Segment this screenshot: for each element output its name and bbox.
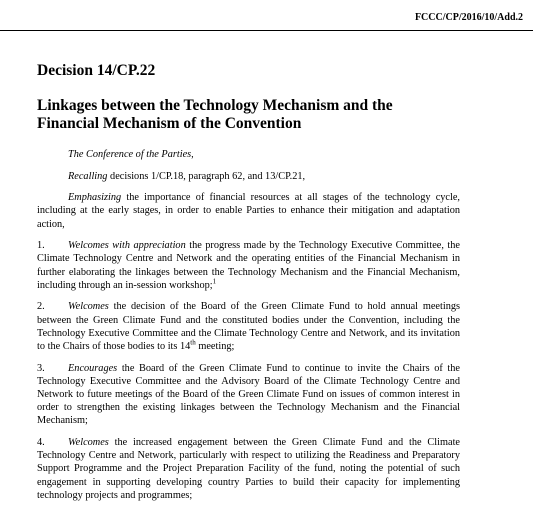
emphasizing-text: the importance of financial resources at all stages of the technology cycle, including at the early stages, in order to enable Parties to enhance their mitigation and adaptation action,	[37, 192, 460, 230]
decision-body	[37, 148, 460, 510]
paragraph-lead: Welcomes	[68, 301, 109, 313]
operative-paragraph-1	[37, 239, 460, 292]
paragraph-text: the progress made by the Technology Executive Committee, the Climate Technology Centre and Network and the operating entities of the Financial Mechanism in further elaborating the linkages between the Technology Mechanism and the Financial Mechanism, including through an in-session workshop;	[37, 240, 461, 291]
preamble-recalling	[37, 170, 460, 183]
document-title-line-1: Linkages between the Technology Mechanism and the	[37, 97, 393, 114]
operative-paragraph-2	[37, 300, 460, 353]
document-title-line-2: Financial Mechanism of the Convention	[37, 115, 302, 132]
paragraph-text-end: meeting;	[195, 341, 235, 352]
recalling-text: decisions 1/CP.18, paragraph 62, and 13/CP.21,	[107, 170, 306, 182]
document-reference: FCCC/CP/2016/10/Add.2	[414, 12, 523, 23]
paragraph-number: 3.	[37, 362, 45, 374]
preamble-conference	[37, 148, 460, 161]
recalling-lead: Recalling	[68, 170, 108, 182]
ordinal-suffix: th	[190, 338, 196, 347]
paragraph-lead: Welcomes	[68, 437, 109, 448]
footnote-marker[interactable]: 1	[212, 277, 217, 286]
paragraph-text: the decision of the Board of the Green Climate Fund to hold annual meetings between the Green Climate Fund and the constituted bodies under the Convention, including the Technology Executive Committee and the Climate Technology Centre and Network, and its invitation to the Chairs of those bodies to its 14	[37, 301, 460, 352]
conference-of-parties: The Conference of the Parties,	[68, 149, 194, 160]
paragraph-lead: Welcomes with appreciation	[68, 240, 186, 252]
operative-paragraph-4	[37, 436, 460, 502]
operative-paragraph-3	[37, 362, 460, 428]
paragraph-number: 4.	[37, 437, 45, 448]
paragraph-text: the increased engagement between the Green Climate Fund and the Climate Technology Centre and Network, particularly with respect to utilizing the Readiness and Preparatory Support Programme and the Project Preparation Facility of the fund, noting the potential of such engagement in supporting developing country Parties to build their capacity for implementing technology projects and programmes;	[37, 437, 460, 501]
paragraph-text: the Board of the Green Climate Fund to continue to invite the Chairs of the Technology Executive Committee and the Advisory Board of the Climate Technology Centre and Network to future meetings of the Board of the Green Climate Fund on issues of common interest in order to strengthen the existing linkages between the Technology Mechanism and the Financial Mechanism;	[37, 362, 460, 427]
paragraph-number: 1.	[37, 240, 45, 252]
preamble-emphasizing	[37, 191, 460, 231]
decision-title: Decision 14/CP.22	[37, 62, 156, 79]
document-title	[37, 97, 507, 133]
header-divider	[0, 30, 533, 31]
paragraph-lead: Encourages	[68, 362, 118, 374]
paragraph-number: 2.	[37, 301, 45, 313]
emphasizing-lead: Emphasizing	[68, 192, 122, 204]
